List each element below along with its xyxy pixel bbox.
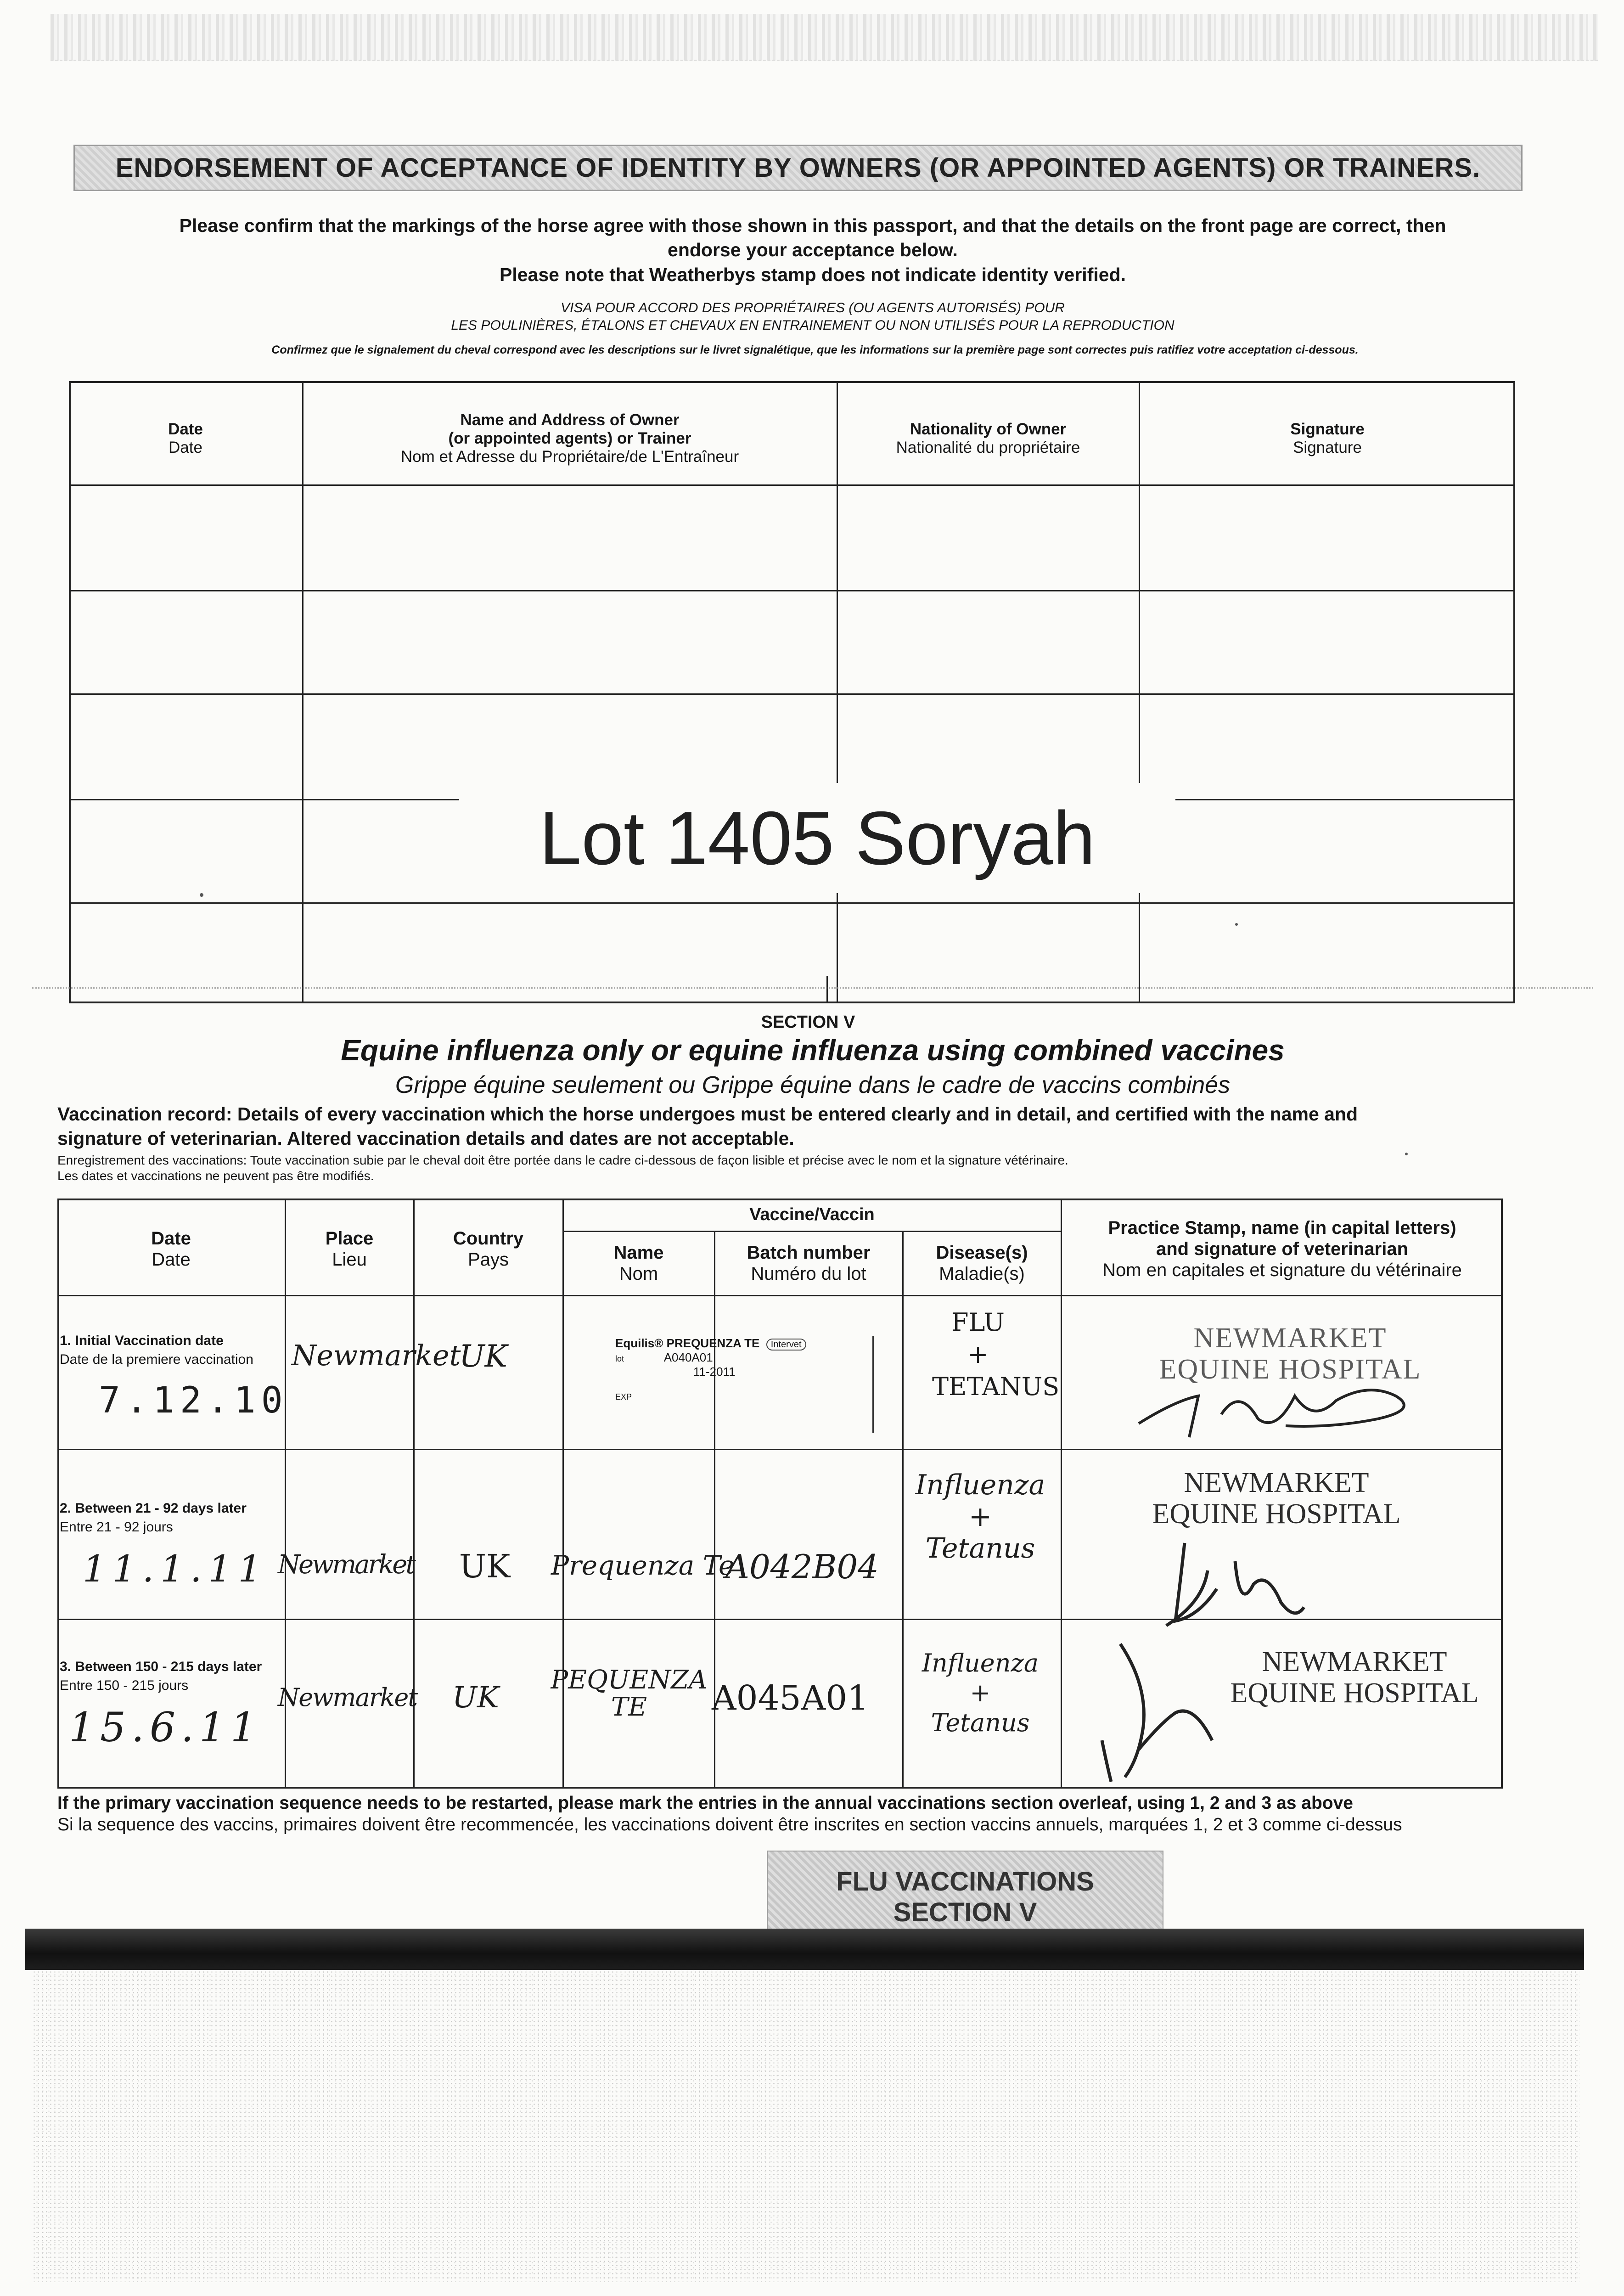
row3-name: PEQUENZA TE (551, 1665, 708, 1722)
row1-date: 7.12.10 (99, 1380, 288, 1421)
endorsement-header-date: Date Date (168, 420, 203, 456)
french-visa (230, 299, 1396, 334)
french-visa-line-1: VISA POUR ACCORD DES PROPRIÉTAIRES (OU AGENTS AUTORISÉS) POUR (561, 300, 1065, 315)
vaccination-record-fr: Enregistrement des vaccinations: Toute vaccination subie par le cheval doit être portée dans le cadre ci-dessous de façon lisible et précise avec le nom et la signature vétérinaire. Les dates et vaccinations ne peuvent pas être modifiés. (57, 1153, 1068, 1183)
endorsement-header-nationality: Nationality of Owner Nationalité du propriétaire (896, 420, 1080, 456)
vacc-header-stamp: Practice Stamp, name (in capital letters) and signature of veterinarian Nom en capitales et signature du vétérinaire (1102, 1218, 1462, 1280)
vacc-header-disease: Disease(s) Maladie(s) (936, 1243, 1028, 1284)
row1-place: Newmarket (292, 1339, 461, 1372)
row1-stamp: NEWMARKET EQUINE HOSPITAL (1159, 1322, 1422, 1385)
row2-label: 2. Between 21 - 92 days later Entre 21 - 92 jours (60, 1501, 247, 1535)
french-confirm: Confirmez que le signalement du cheval correspond avec les descriptions sur le livret signalétique, que les informations sur la première page sont correctes puis ratifiez votre acceptation ci-dessous. (271, 343, 1359, 356)
footer-note-fr: Si la sequence des vaccins, primaires doivent être recommencée, les vaccinations doivent être inscrites en section vaccins annuels, marquées 1, 2 et 3 comme ci-dessus (57, 1815, 1402, 1835)
instruction-line-3: Please note that Weatherbys stamp does not indicate identity verified. (500, 264, 1126, 285)
row3-country: UK (452, 1681, 499, 1715)
row2-stamp: NEWMARKET EQUINE HOSPITAL (1152, 1467, 1401, 1530)
endorsement-header-owner: Name and Address of Owner (or appointed agents) or Trainer Nom et Adresse du Propriétaire/de L'Entraîneur (400, 411, 739, 466)
scan-dotted-line (32, 987, 1593, 1007)
vacc-header-name: Name Nom (613, 1243, 664, 1284)
row3-place: Newmarket (278, 1683, 417, 1712)
row3-stamp: NEWMARKET EQUINE HOSPITAL (1230, 1646, 1479, 1709)
row3-date: 15.6.11 (69, 1704, 262, 1751)
row1-label: 1. Initial Vaccination date Date de la premiere vaccination (60, 1333, 253, 1367)
vacc-header-country: Country Pays (453, 1228, 524, 1270)
intervet-logo: Intervet (766, 1339, 806, 1351)
instruction-line-1: Please confirm that the markings of the horse agree with those shown in this passport, and that the details on the front page are correct, then (179, 215, 1446, 236)
section-label: SECTION V (761, 1013, 855, 1032)
scan-dark-bar (25, 1929, 1584, 1970)
footer-note-en: If the primary vaccination sequence needs to be restarted, please mark the entries in the annual vaccinations section overleaf, using 1, 2 and 3 as above (57, 1793, 1353, 1813)
french-visa-line-2: LES POULINIÈRES, ÉTALONS ET CHEVAUX EN ENTRAINEMENT OU NON UTILISÉS POUR LA REPRODUCTION (451, 317, 1174, 333)
row1-disease: FLU + TETANUS (932, 1308, 1060, 1401)
instruction-line-2: endorse your acceptance below. (668, 239, 958, 261)
endorsement-instructions (64, 214, 1561, 287)
row2-country: UK (459, 1548, 511, 1585)
row1-vaccine-sticker: Equilis® PREQUENZA TE Intervet lot A040A01 11-2011 EXP (615, 1336, 874, 1433)
row3-label: 3. Between 150 - 215 days later Entre 150 - 215 jours (60, 1659, 262, 1693)
section-title-en: Equine influenza only or equine influenza using combined vaccines (341, 1034, 1285, 1067)
row2-name: Prequenza Te (551, 1550, 735, 1581)
row3-signature-mark (1093, 1630, 1240, 1786)
flu-vaccinations-tab: FLU VACCINATIONS SECTION V (767, 1851, 1163, 1944)
row3-disease: Influenza + Tetanus (922, 1649, 1039, 1737)
row2-disease: Influenza + Tetanus (915, 1469, 1045, 1564)
lot-label (459, 783, 1175, 893)
vaccination-record-note: Vaccination record: Details of every vaccination which the horse undergoes must be entered clearly and in detail, and certified with the name and signature of veterinarian. Altered vaccination details and dates are not acceptable. (57, 1103, 1358, 1149)
row2-date: 11.1.11 (83, 1548, 268, 1590)
row1-country: UK (459, 1339, 507, 1374)
vacc-header-vaccine-group: Vaccine/Vaccin (749, 1205, 875, 1225)
scan-noise-bottom (32, 1970, 1579, 2282)
vacc-header-date: Date Date (151, 1228, 191, 1270)
row2-signature-mark (1148, 1534, 1332, 1639)
row1-signature-mark (1120, 1368, 1442, 1446)
endorsement-banner-text: ENDORSEMENT OF ACCEPTANCE OF IDENTITY BY OWNERS (OR APPOINTED AGENTS) OR TRAINERS. (115, 153, 1481, 183)
row3-batch: A045A01 (712, 1678, 869, 1718)
lot-label-text: Lot 1405 Soryah (539, 795, 1096, 880)
vacc-header-place: Place Lieu (325, 1228, 374, 1270)
scan-noise-top (51, 14, 1598, 61)
vacc-header-batch: Batch number Numéro du lot (747, 1243, 871, 1284)
endorsement-header-signature: Signature Signature (1290, 420, 1365, 456)
row2-batch: A042B04 (725, 1548, 879, 1586)
row2-place: Newmarket (278, 1550, 414, 1580)
section-title-fr: Grippe équine seulement ou Grippe équine dans le cadre de vaccins combinés (395, 1072, 1231, 1098)
endorsement-banner (73, 145, 1523, 191)
